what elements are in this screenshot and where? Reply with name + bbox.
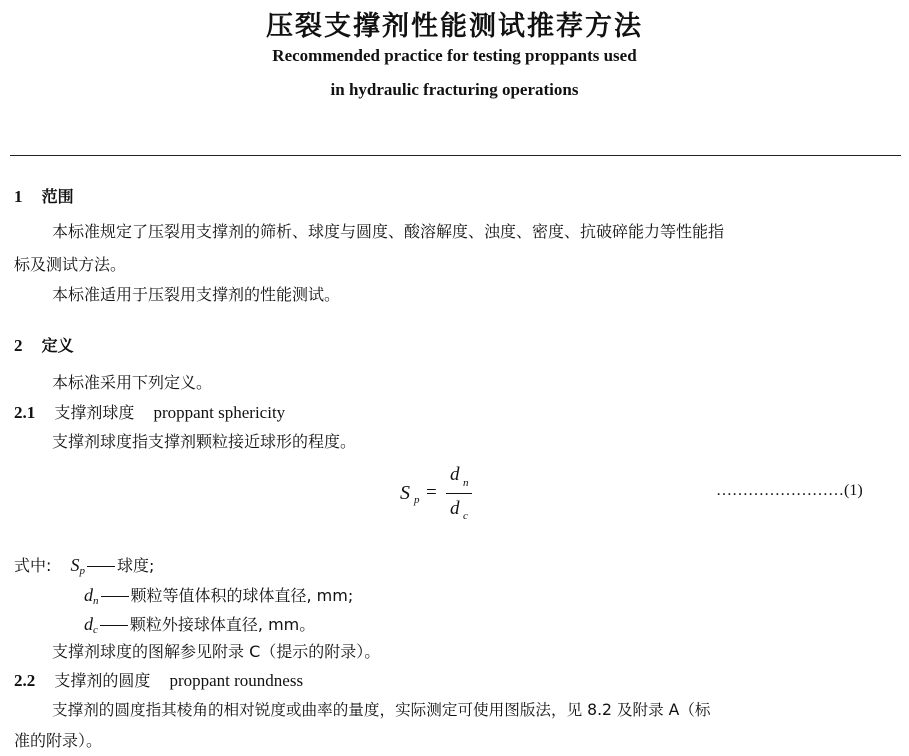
roundness-definition-line-2: 准的附录）。 bbox=[14, 731, 103, 750]
clause-2-1-heading bbox=[14, 402, 285, 424]
formula-denominator-subscript: c bbox=[463, 510, 468, 522]
variable-subscript: c bbox=[93, 624, 98, 636]
variable-row-2 bbox=[84, 584, 353, 612]
formula-1 bbox=[400, 464, 490, 524]
variable-symbol: S bbox=[70, 555, 80, 575]
clause-2-2-heading bbox=[14, 670, 303, 692]
scope-paragraph-line-1: 本标准规定了压裂用支撑剂的筛析、球度与圆度、酸溶解度、浊度、密度、抗破碎能力等性能指 bbox=[52, 222, 725, 241]
equation-leader: …………………… bbox=[716, 482, 844, 499]
header-divider bbox=[10, 155, 901, 156]
scope-applicability: 本标准适用于压裂用支撑剂的性能测试。 bbox=[52, 285, 341, 304]
formula-lhs-subscript: p bbox=[414, 494, 420, 506]
formula-lhs: S bbox=[400, 482, 410, 504]
sphericity-note: 支撑剂球度的图解参见附录 C（提示的附录）。 bbox=[52, 642, 381, 661]
english-title-line-1: Recommended practice for testing proppants used bbox=[272, 46, 637, 65]
term-en: proppant sphericity bbox=[153, 403, 286, 422]
variable-row-3 bbox=[84, 613, 315, 641]
section-number: 1 bbox=[14, 187, 23, 206]
em-dash bbox=[87, 566, 115, 567]
term-cn: 支撑剂球度 bbox=[54, 403, 135, 422]
roundness-definition-line-1: 支撑剂的圆度指其棱角的相对锐度或曲率的量度，实际测定可使用图版法，见 8.2 及附录 A（标 bbox=[52, 701, 711, 719]
em-dash bbox=[101, 596, 129, 597]
term-cn: 支撑剂的圆度 bbox=[54, 671, 151, 690]
variable-description: 颗粒等值体积的球体直径, mm; bbox=[130, 586, 354, 605]
equation-number bbox=[716, 482, 863, 500]
section-2-heading bbox=[14, 333, 74, 356]
variable-subscript: n bbox=[93, 595, 99, 607]
section-title: 定义 bbox=[41, 336, 74, 355]
term-en: proppant roundness bbox=[169, 671, 304, 690]
english-title-line-2: in hydraulic fracturing operations bbox=[330, 80, 579, 99]
formula-denominator: d bbox=[450, 498, 460, 519]
fraction-bar bbox=[446, 493, 472, 494]
clause-number: 2.1 bbox=[14, 403, 36, 422]
formula-numerator-subscript: n bbox=[463, 477, 469, 489]
document-title: 压裂支撑剂性能测试推荐方法 bbox=[266, 11, 643, 42]
sphericity-definition: 支撑剂球度指支撑剂颗粒接近球形的程度。 bbox=[52, 432, 357, 451]
variable-symbol: d bbox=[84, 585, 93, 605]
variable-subscript: p bbox=[79, 565, 85, 577]
em-dash bbox=[100, 625, 128, 626]
variable-row-1 bbox=[14, 554, 154, 582]
equation-label: (1) bbox=[844, 482, 863, 499]
formula-numerator: d bbox=[450, 464, 460, 485]
section-title: 范围 bbox=[41, 187, 74, 206]
formula-equals: = bbox=[426, 482, 437, 503]
variable-description: 球度; bbox=[117, 556, 155, 575]
definitions-intro: 本标准采用下列定义。 bbox=[52, 373, 213, 392]
section-number: 2 bbox=[14, 336, 23, 355]
scope-paragraph-line-2: 标及测试方法。 bbox=[14, 255, 127, 274]
where-label: 式中: bbox=[14, 556, 52, 575]
clause-number: 2.2 bbox=[14, 671, 36, 690]
variable-symbol: d bbox=[84, 614, 93, 634]
section-1-heading bbox=[14, 184, 74, 207]
variable-description: 颗粒外接球体直径, mm。 bbox=[129, 615, 316, 634]
